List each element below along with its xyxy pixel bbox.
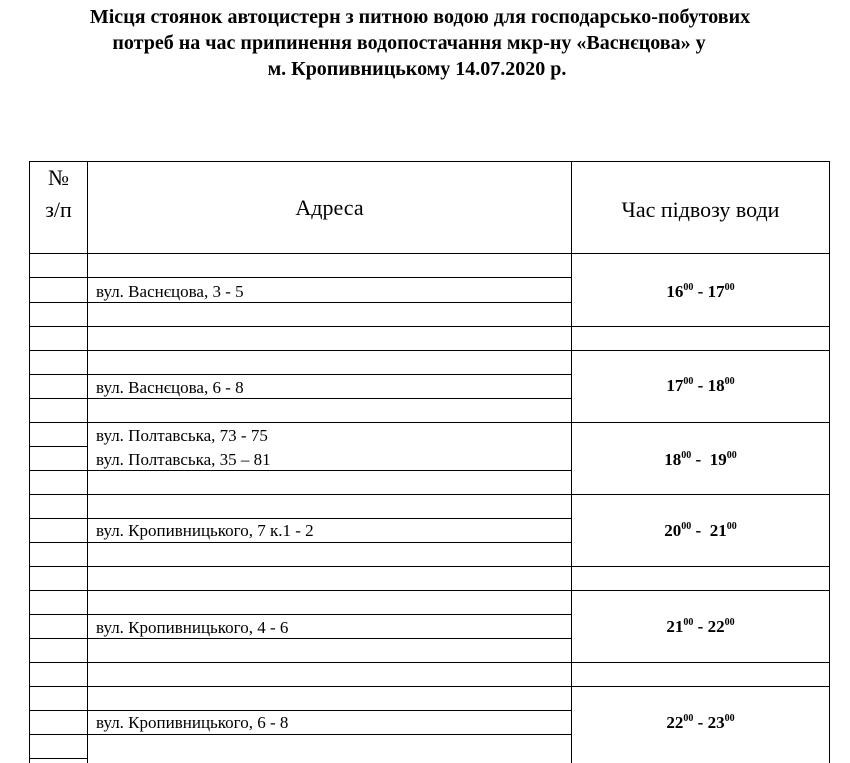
- time-cell: $21^{00} - 22^{00}$: [666, 617, 735, 636]
- title-line-2: потреб на час припинення водопостачання мкр-ну «Васнєцова» у: [112, 32, 706, 54]
- header-address: Адреса: [295, 195, 364, 220]
- time-cell: $22^{00} - 23^{00}$: [666, 713, 735, 732]
- row-separator: [29, 662, 830, 663]
- header-number-abbr: з/п: [45, 197, 72, 222]
- address-cell: вул. Васнєцова, 6 - 8: [96, 378, 244, 397]
- subrow-line: [29, 734, 572, 735]
- subrow-line: [29, 758, 88, 759]
- subrow-line: [29, 302, 572, 303]
- row-separator: [29, 566, 830, 567]
- header-number: [30, 166, 87, 222]
- row-separator: [29, 686, 830, 687]
- address-cell: вул. Кропивницького, 4 - 6: [96, 618, 289, 637]
- row-separator: [29, 494, 830, 495]
- row-separator: [29, 422, 830, 423]
- row-separator: [29, 590, 830, 591]
- row-separator: [29, 350, 830, 351]
- header-border-bottom: [29, 253, 830, 254]
- table-border-right: [829, 161, 830, 763]
- subrow-line: [29, 518, 572, 519]
- subrow-line: [29, 277, 572, 278]
- subrow-line: [29, 398, 572, 399]
- subrow-line: [29, 614, 572, 615]
- address-cell: вул. Кропивницького, 6 - 8: [96, 713, 289, 732]
- time-cell: $18^{00} - 19^{00}$: [664, 450, 737, 469]
- subrow-line: [29, 710, 572, 711]
- time-cell: $16^{00} - 17^{00}$: [666, 282, 735, 301]
- subrow-line: [29, 470, 572, 471]
- row-separator: [29, 326, 830, 327]
- address-cell: вул. Полтавська, 73 - 75: [96, 426, 268, 445]
- subrow-line: [29, 374, 572, 375]
- subrow-line: [29, 446, 88, 447]
- table-border-top: [29, 161, 830, 162]
- header-time: Час підвозу води: [621, 197, 780, 222]
- time-cell: $17^{00} - 18^{00}$: [666, 376, 735, 395]
- time-cell: $20^{00} - 21^{00}$: [664, 521, 737, 540]
- address-cell: вул. Васнєцова, 3 - 5: [96, 282, 244, 301]
- table-border-left: [29, 161, 30, 763]
- title-line-3: м. Кропивницькому 14.07.2020 р.: [267, 58, 567, 80]
- table-divider-num: [87, 161, 88, 763]
- subrow-line: [29, 542, 572, 543]
- subrow-line: [29, 638, 572, 639]
- address-cell: вул. Кропивницького, 7 к.1 - 2: [96, 521, 314, 540]
- title-line-1: Місця стоянок автоцистерн з питною водою для господарсько-побутових: [89, 6, 751, 28]
- address-cell: вул. Полтавська, 35 – 81: [96, 450, 271, 469]
- header-number-symbol: №: [48, 165, 69, 190]
